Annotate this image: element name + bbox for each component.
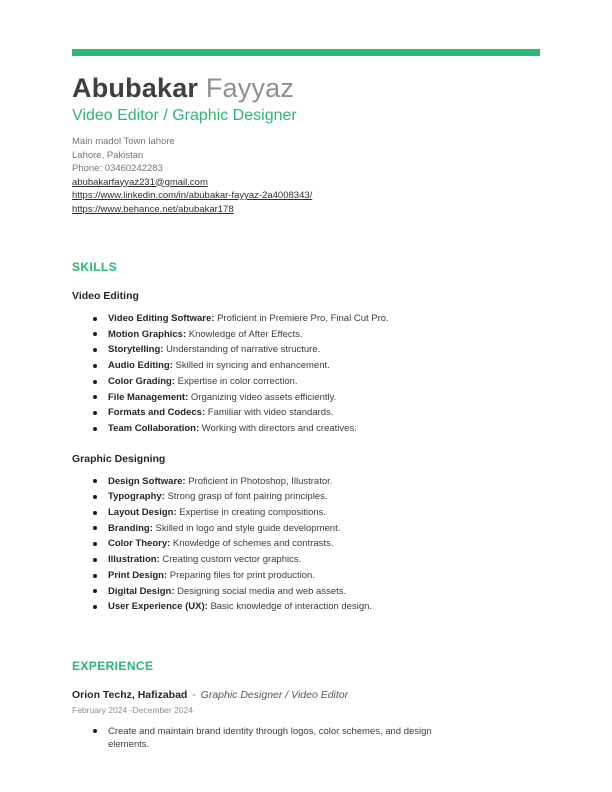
skill-item xyxy=(108,374,540,390)
contact-block xyxy=(72,135,540,216)
skill-item xyxy=(108,474,540,490)
skill-item xyxy=(108,405,540,421)
skill-label: Design Software: xyxy=(108,475,186,487)
skill-item xyxy=(108,536,540,552)
skills-group-title-graphic-designing: Graphic Designing xyxy=(72,452,166,465)
skill-label: Audio Editing: xyxy=(108,360,173,372)
skill-label: Team Collaboration: xyxy=(108,422,200,434)
skill-text: Understanding of narrative structure. xyxy=(166,344,321,356)
last-name: Fayyaz xyxy=(205,73,295,103)
skill-text: Knowledge of After Effects. xyxy=(188,328,303,340)
skill-text: Creating custom vector graphics. xyxy=(162,554,302,566)
skill-item xyxy=(108,311,540,327)
skill-label: Print Design: xyxy=(108,569,168,581)
skill-label: Typography: xyxy=(108,491,165,503)
skills-section-heading: SKILLS xyxy=(72,260,118,274)
skill-item xyxy=(108,584,540,600)
skill-text: Skilled in logo and style guide development. xyxy=(155,522,341,534)
address-line-1: Main madol Town lahore xyxy=(72,136,175,147)
skill-label: Color Grading: xyxy=(108,375,176,387)
skill-item xyxy=(108,521,540,537)
company-name: Orion Techz, Hafizabad xyxy=(72,688,188,701)
skill-item xyxy=(108,489,540,505)
skill-item xyxy=(108,342,540,358)
person-name xyxy=(72,72,540,104)
skill-label: Color Theory: xyxy=(108,538,171,550)
address-line-2: Lahore, Pakistan xyxy=(72,149,144,161)
skill-label: Illustration: xyxy=(108,554,160,566)
skill-item xyxy=(108,505,540,521)
skill-text: Expertise in creating compositions. xyxy=(179,507,327,519)
skill-label: Layout Design: xyxy=(108,507,177,519)
graphic-designing-skill-list xyxy=(72,474,540,615)
skill-text: Basic knowledge of interaction design. xyxy=(210,601,373,613)
skill-text: Strong grasp of font pairing principles. xyxy=(167,491,328,503)
skill-text: Skilled in syncing and enhancement. xyxy=(175,360,330,372)
phone-line: Phone: 03460242283 xyxy=(72,163,163,174)
skill-label: File Management: xyxy=(108,391,189,403)
skill-item xyxy=(108,421,540,437)
skill-item xyxy=(108,358,540,374)
accent-divider-bar xyxy=(72,49,540,56)
skill-text: Working with directors and creatives. xyxy=(201,422,357,434)
video-editing-skill-list xyxy=(72,311,540,437)
skill-label: Motion Graphics: xyxy=(108,328,187,340)
experience-dates: February 2024 -December 2024 xyxy=(72,704,193,715)
skill-text: Proficient in Photoshop, Illustrator. xyxy=(188,475,333,487)
job-title: Video Editor / Graphic Designer xyxy=(72,107,297,124)
skill-label: Digital Design: xyxy=(108,585,175,597)
skill-item xyxy=(108,552,540,568)
skill-text: Proficient in Premiere Pro, Final Cut Pro. xyxy=(217,313,389,324)
skill-text: Preparing files for print production. xyxy=(169,569,315,581)
email-link[interactable]: abubakarfayyaz231@gmail.com xyxy=(72,176,208,188)
first-name: Abubakar xyxy=(72,73,199,103)
experience-bullet xyxy=(108,725,456,752)
skill-label: Video Editing Software: xyxy=(108,313,215,324)
skill-label: Storytelling: xyxy=(108,344,164,356)
skill-text: Organizing video assets efficiently. xyxy=(190,391,337,403)
behance-link[interactable]: https://www.behance.net/abubakar178 xyxy=(72,203,234,215)
skill-text: Knowledge of schemes and contrasts. xyxy=(172,538,334,550)
skill-label: Formats and Codecs: xyxy=(108,407,206,419)
skill-item xyxy=(108,568,540,584)
skill-text: Expertise in color correction. xyxy=(177,375,298,387)
role-title: Graphic Designer / Video Editor xyxy=(200,688,349,701)
skill-text: Designing social media and web assets. xyxy=(177,585,347,597)
experience-section-heading: EXPERIENCE xyxy=(72,658,154,673)
experience-entry-title xyxy=(72,688,540,702)
skill-item xyxy=(108,327,540,343)
linkedin-link[interactable]: https://www.linkedin.com/in/abubakar-fayyaz-2a4008343/ xyxy=(72,190,313,201)
skills-group-title-video-editing: Video Editing xyxy=(72,290,139,302)
skill-text: Familiar with video standards. xyxy=(207,407,334,419)
skill-label: Branding: xyxy=(108,522,153,534)
experience-bullet-text: Create and maintain brand identity through logos, color schemes, and design elements. xyxy=(108,725,432,751)
experience-bullet-list xyxy=(72,725,540,752)
skill-item xyxy=(108,599,540,615)
skill-label: User Experience (UX): xyxy=(108,601,208,613)
title-separator: - xyxy=(192,688,196,701)
skill-item xyxy=(108,390,540,406)
